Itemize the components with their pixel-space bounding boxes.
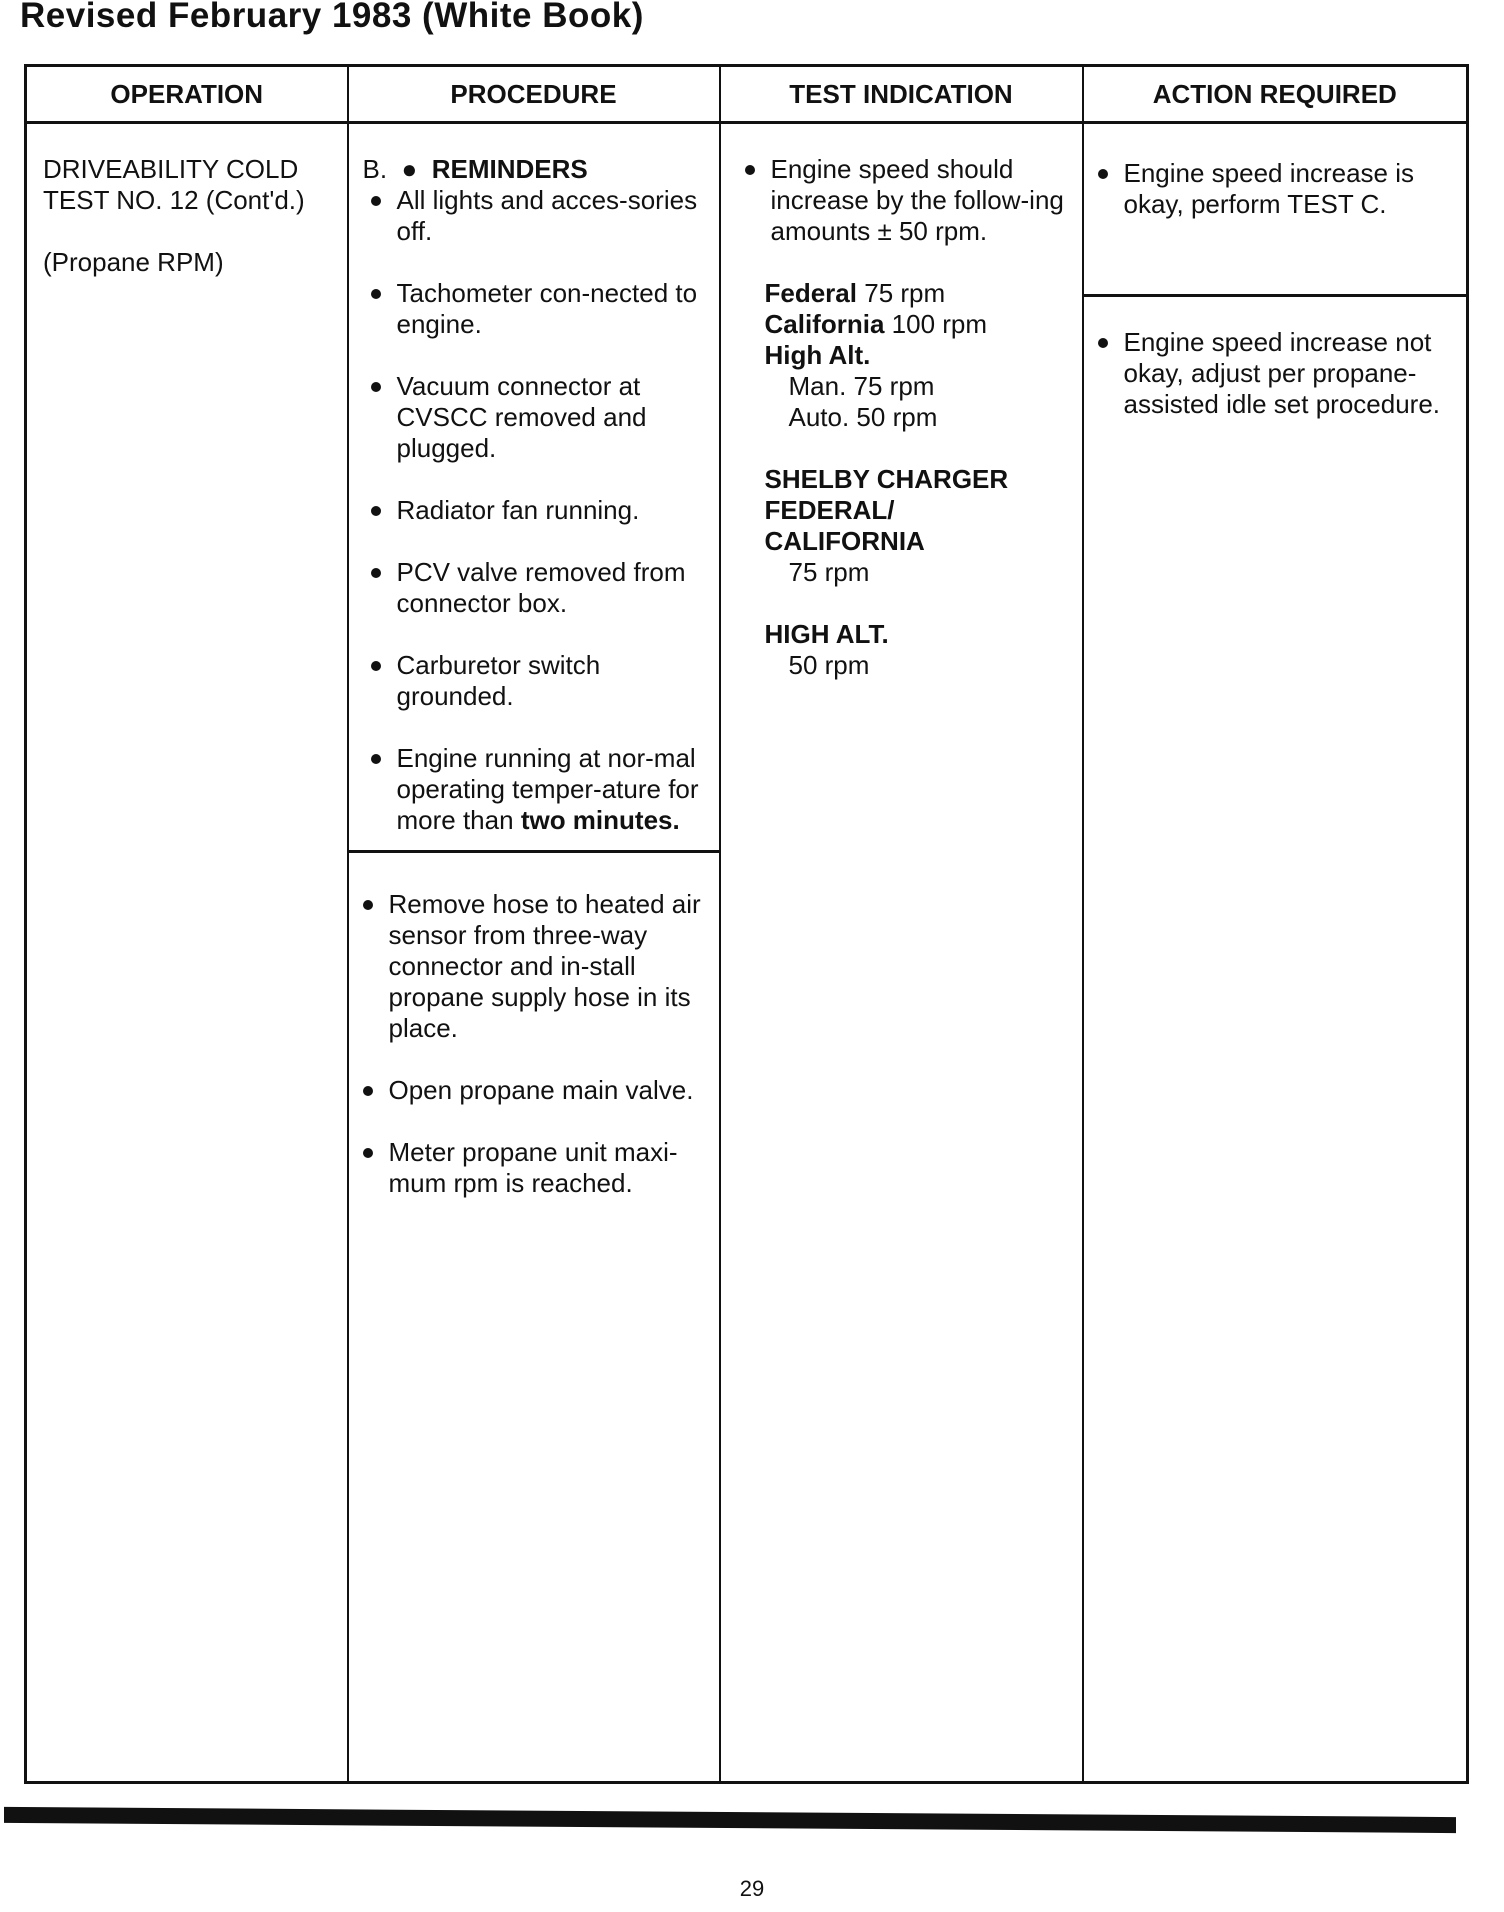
list-item: PCV valve removed from connector box. bbox=[363, 557, 709, 619]
action-okay-section bbox=[1084, 124, 1467, 297]
reminders-list bbox=[363, 185, 709, 836]
list-item: Meter propane unit maxi-mum rpm is reached. bbox=[355, 1137, 709, 1199]
list-item: All lights and acces-sories off. bbox=[363, 185, 709, 247]
list-item: Engine speed increase not okay, adjust per propane-assisted idle set procedure. bbox=[1090, 327, 1457, 420]
steps-list bbox=[355, 889, 709, 1199]
reminders-section bbox=[349, 124, 719, 853]
header-procedure: PROCEDURE bbox=[348, 66, 720, 123]
procedure-cell bbox=[348, 123, 720, 1783]
high-alt-man: Man. 75 rpm bbox=[788, 371, 935, 401]
reminders-heading: REMINDERS bbox=[431, 154, 588, 184]
federal-value: 75 rpm bbox=[864, 278, 946, 308]
list-item: Remove hose to heated air sensor from three-way connector and in-stall propane supply hose in its place. bbox=[355, 889, 709, 1044]
operation-line-2: TEST NO. 12 (Cont'd.) bbox=[43, 185, 305, 215]
list-item bbox=[363, 743, 709, 836]
bullet-icon: ● bbox=[394, 154, 425, 184]
list-item: Vacuum connector at CVSCC removed and plugged. bbox=[363, 371, 709, 464]
reminders-label: B. bbox=[362, 154, 388, 184]
list-item: Radiator fan running. bbox=[363, 495, 709, 526]
high-alt2-value: 50 rpm bbox=[788, 650, 870, 680]
footer-rule bbox=[4, 1807, 1456, 1833]
list-item: Engine speed should increase by the follow-ing amounts ± 50 rpm. bbox=[737, 154, 1068, 247]
table-header-row bbox=[26, 66, 1468, 123]
action-not-okay-section bbox=[1084, 297, 1467, 420]
reminder-text: Engine running at nor-mal operating temper-ature for more than bbox=[396, 743, 699, 835]
list-item: Engine speed increase is okay, perform TEST C. bbox=[1090, 158, 1457, 220]
shelby-line-2: FEDERAL/ bbox=[764, 495, 895, 525]
high-alt-auto: Auto. 50 rpm bbox=[788, 402, 938, 432]
procedure-table bbox=[24, 64, 1469, 1784]
header-operation: OPERATION bbox=[26, 66, 348, 123]
reminder-bold-tail: two minutes. bbox=[520, 805, 680, 835]
operation-cell bbox=[26, 123, 348, 1783]
operation-line-3: (Propane RPM) bbox=[43, 247, 224, 277]
shelby-line-3: CALIFORNIA bbox=[764, 526, 925, 556]
shelby-value: 75 rpm bbox=[788, 557, 870, 587]
california-value: 100 rpm bbox=[891, 309, 988, 339]
federal-label: Federal bbox=[764, 278, 857, 308]
high-alt2-label: HIGH ALT. bbox=[764, 619, 889, 649]
high-alt-label: High Alt. bbox=[764, 340, 871, 370]
shelby-line-1: SHELBY CHARGER bbox=[764, 464, 1009, 494]
action-required-cell bbox=[1083, 123, 1468, 1783]
table-body-row bbox=[26, 123, 1468, 1783]
page-title: Revised February 1983 (White Book) bbox=[20, 0, 644, 35]
list-item: Carburetor switch grounded. bbox=[363, 650, 709, 712]
operation-line-1: DRIVEABILITY COLD bbox=[43, 154, 299, 184]
header-action-required: ACTION REQUIRED bbox=[1083, 66, 1468, 123]
list-item: Open propane main valve. bbox=[355, 1075, 709, 1106]
header-test-indication: TEST INDICATION bbox=[720, 66, 1083, 123]
california-label: California bbox=[764, 309, 885, 339]
page-number: 29 bbox=[739, 1876, 765, 1901]
list-item: Tachometer con-nected to engine. bbox=[363, 278, 709, 340]
steps-section bbox=[349, 853, 719, 1199]
test-indication-cell bbox=[720, 123, 1083, 1783]
